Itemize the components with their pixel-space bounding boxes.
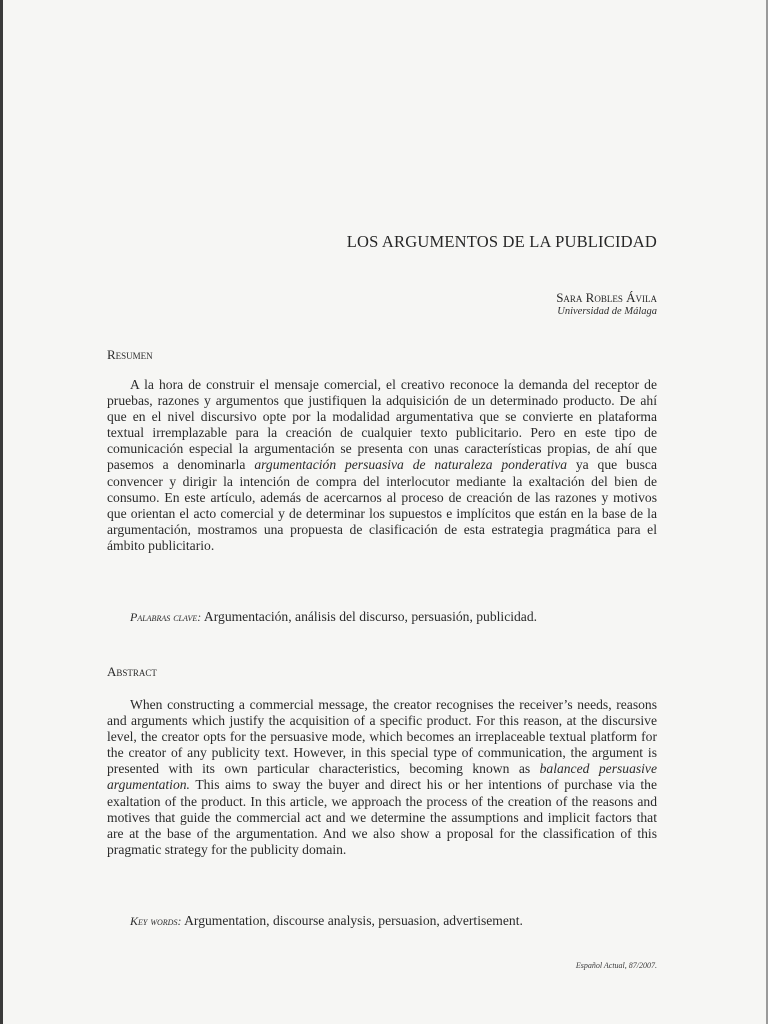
resumen-text-part2: ya que busca convencer y dirigir la intención de compra del interlocutor mediante la exaltación del bien de consumo. En este artículo, además de acercarnos al proceso de creación de las razones y motivos que orientan el acto comercial y de determinar los supuestos e implícitos que están en la base de la argumentación, mostramos una propuesta de clasificación de esta estrategia pragmática para el ámbito publicitario. [107, 457, 657, 553]
abstract-keywords-label: Key words: [130, 914, 182, 928]
abstract-text-part2: This aims to sway the buyer and direct his or her intentions of purchase via the exaltation of the product. In this article, we approach the process of the creation of the reasons and motives that guide the commercial act and we determine the assumptions and implicit factors that are at the base of the argumentation. And we also show a proposal for the classification of this pragmatic strategy for the publicity domain. [107, 777, 657, 857]
resumen-heading: Resumen [107, 347, 153, 362]
resumen-italic-term: argumentación persuasiva de naturaleza ponderativa [254, 457, 568, 473]
abstract-keywords-text: Argumentation, discourse analysis, persuasion, advertisement. [184, 913, 523, 928]
journal-citation: Español Actual, 87/2007. [575, 961, 657, 970]
abstract-italic-term: balanced persuasive argumentation. [107, 761, 657, 793]
resumen-paragraph [107, 377, 657, 554]
resumen-keywords-label: Palabras clave: [130, 610, 202, 624]
abstract-keywords [130, 913, 660, 929]
resumen-text-part1: A la hora de construir el mensaje comercial, el creativo reconoce la demanda del receptor de pruebas, razones y argumentos que justifiquen la adquisición de un determinado producto. De ahí que en el nivel discursivo opte por la modalidad argumentativa que se convierte en plataforma textual irremplazable para la creación de cualquier texto publicitario. Pero en este tipo de comunicación especial la argumentación se presenta con unas características propias, de ahí que pasemos a denominarla [107, 377, 657, 473]
resumen-keywords [130, 609, 660, 625]
abstract-paragraph [107, 697, 657, 858]
abstract-heading: Abstract [107, 664, 157, 679]
abstract-text-part1: When constructing a commercial message, the creator recognises the receiver’s needs, reasons and arguments which justify the acquisition of a specific product. For this reason, at the discursive level, the creator opts for the persuasive mode, which becomes an irreplaceable textual platform for the creator of any publicity text. However, in this special type of communication, the argument is presented with its own particular characteristics, becoming known as [107, 697, 657, 777]
resumen-keywords-text: Argumentación, análisis del discurso, persuasión, publicidad. [203, 609, 538, 624]
page-edge-left [0, 0, 3, 1024]
author-affiliation: Universidad de Málaga [557, 306, 657, 317]
article-title: LOS ARGUMENTOS DE LA PUBLICIDAD [346, 232, 657, 251]
author-name: Sara Robles Ávila [556, 290, 657, 305]
